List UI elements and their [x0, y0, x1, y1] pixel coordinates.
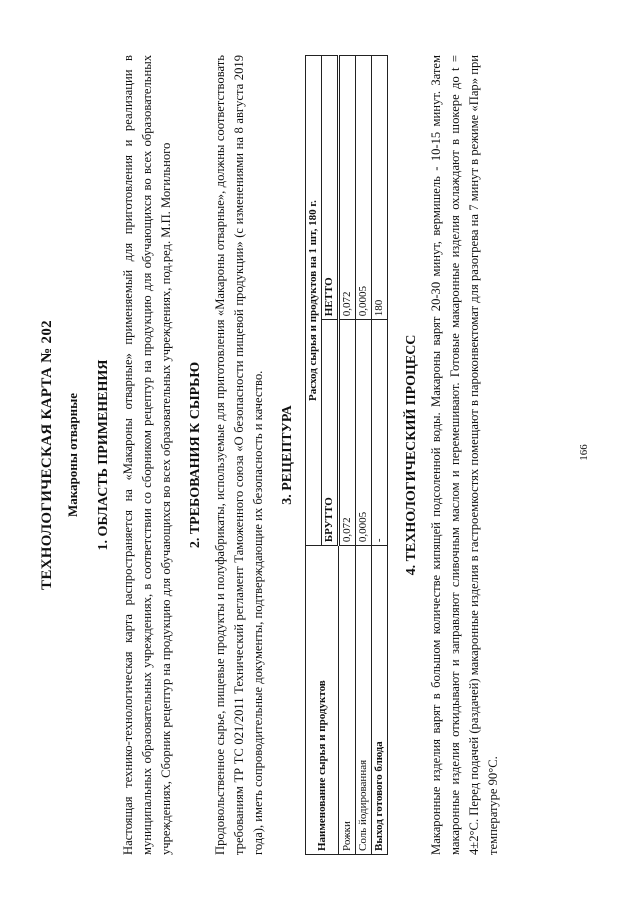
section4-text: Макаронные изделия варят в большом количестве кипящей подсоленной воды. Макароны варят 20-30 минут, вермишель - 10-15 минут. Затем макаронные изделия откидывают и заправляют сливочным маслом и перемешивают. Готовые макаронные изделия охлаждают в шокере до t = 4±2°С. Перед подачей (раздачей) макаронные изделия в гастроемкостях помещают в пароконвектомат для разогрева на 7 минут в режиме «Пар» при температуре 90°С. — [429, 55, 500, 855]
row-name: Рожки — [339, 546, 356, 855]
row-name: Выход готового блюда — [372, 546, 388, 855]
row-brutto: - — [372, 320, 388, 546]
document-page — [38, 55, 503, 855]
recipe-table — [305, 55, 388, 855]
row-netto: 0,072 — [339, 56, 356, 320]
section3-heading: 3. РЕЦЕПТУРА — [280, 405, 295, 505]
row-brutto: 0,0005 — [356, 320, 372, 546]
col-header-group: Расход сырья и продуктов на 1 шт, 180 г. — [306, 56, 322, 546]
row-netto: 180 — [372, 56, 388, 320]
col-header-brutto: БРУТТО — [322, 320, 339, 546]
section1-text: Настоящая технико-технологическая карта распространяется на «Макароны отварные» применяемый для приготовления и реализации в муниципальных образовательных учреждениях, в соответствии со сборником рецептур на продукцию для обучающихся во всех образовательных учреждениях, Сборник рецептур на продукцию для обучающихся во всех образовательных учреждениях, под.ред. М.П. Могильного — [121, 55, 173, 855]
section2-text: Продовольственное сырье, пищевые продукты и полуфабрикаты, используемые для приготовления «Макароны отварные», должны соответствовать требованиям ТР ТС 021/2011 Технический регламент Таможенного союза «О безопасности пищевой продукции» (с изменениями на 8 августа 2019 года), иметь сопроводительные документы, подтверждающие их безопасность и качество. — [213, 55, 265, 855]
table-row — [356, 56, 372, 855]
row-netto: 0,0005 — [356, 56, 372, 320]
page-number: 166 — [578, 444, 590, 461]
section1-heading: 1. ОБЛАСТЬ ПРИМЕНЕНИЯ — [96, 359, 111, 551]
table-row — [339, 56, 356, 855]
section2-heading: 2. ТРЕБОВАНИЯ К СЫРЬЮ — [188, 361, 203, 549]
row-name: Соль йодированная — [356, 546, 372, 855]
col-header-name: Наименование сырья и продуктов — [306, 546, 339, 855]
document-title: ТЕХНОЛОГИЧЕСКАЯ КАРТА № 202 — [39, 320, 55, 590]
section4-heading: 4. ТЕХНОЛОГИЧЕСКИЙ ПРОЦЕСС — [404, 334, 419, 576]
row-brutto: 0,072 — [339, 320, 356, 546]
dish-name: Макароны отварные — [65, 392, 80, 518]
col-header-netto: НЕТТО — [322, 56, 339, 320]
table-row — [372, 56, 388, 855]
